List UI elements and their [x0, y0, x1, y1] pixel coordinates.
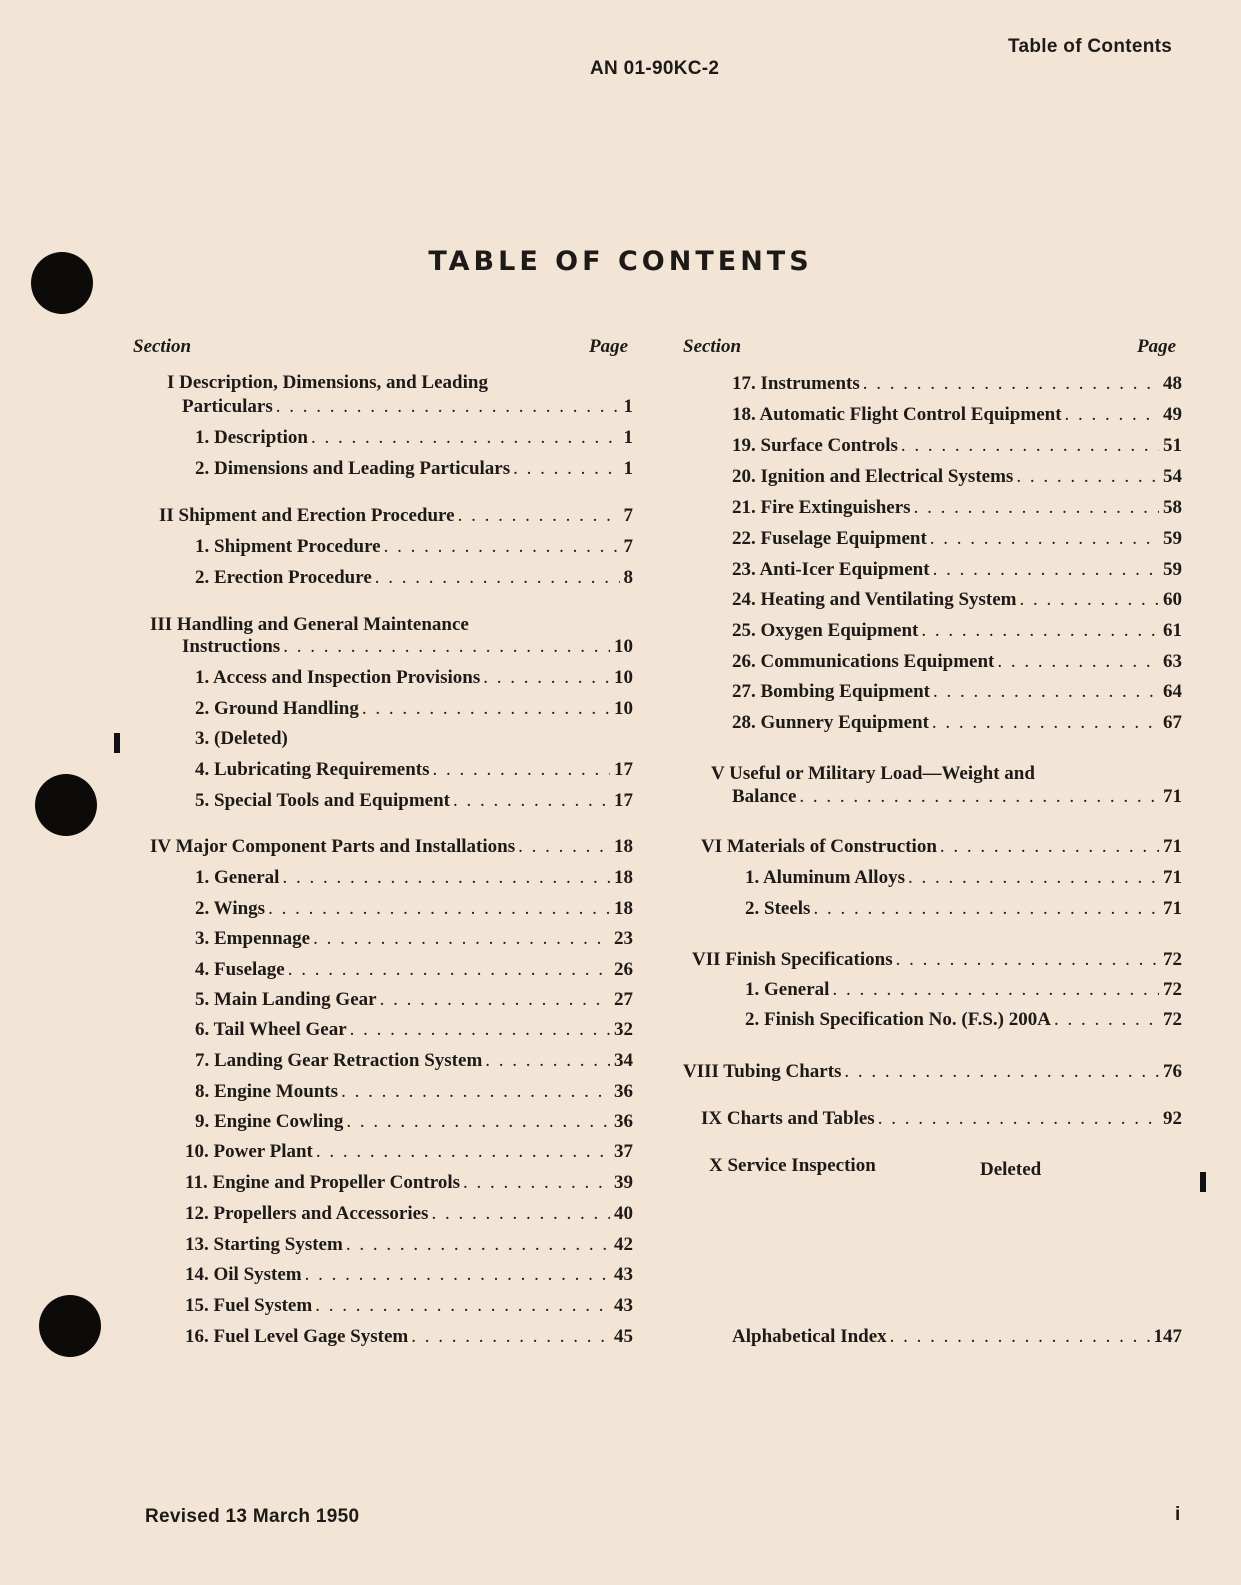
toc-entry: 9. Engine Cowling . . . 36 — [195, 1110, 633, 1134]
binder-hole-bottom — [39, 1295, 101, 1357]
toc-entry: 4. Fuselage . . . 26 — [195, 958, 633, 982]
toc-entry: 4. Lubricating Requirements . . . 17 — [195, 758, 633, 782]
toc-entry: 10. Power Plant . . . 37 — [185, 1140, 633, 1164]
toc-entry: 25. Oxygen Equipment . . . 61 — [732, 619, 1182, 643]
toc-entry: 16. Fuel Level Gage System . . . 45 — [185, 1325, 633, 1349]
toc-entry: 2. Wings . . . 18 — [195, 897, 633, 921]
toc-entry: 2. Finish Specification No. (F.S.) 200A . . . 72 — [745, 1008, 1182, 1032]
left-page-header: Page — [589, 336, 629, 357]
toc-entry: Balance . . . 71 — [732, 785, 1182, 809]
toc-entry: 24. Heating and Ventilating System . . . 60 — [732, 588, 1182, 612]
toc-entry-section: IX Charts and Tables . . . 92 — [701, 1107, 1182, 1131]
toc-section-iii-title: III Handling and General Maintenance — [150, 614, 469, 635]
toc-entry: 5. Special Tools and Equipment . . . 17 — [195, 789, 633, 813]
left-section-header: Section — [133, 336, 192, 357]
toc-entry: 1. General . . . 18 — [195, 866, 633, 890]
toc-entry: 5. Main Landing Gear . . . 27 — [195, 988, 633, 1012]
toc-entry: 22. Fuselage Equipment . . . 59 — [732, 527, 1182, 551]
toc-entry: Instructions . . . 10 — [182, 635, 633, 659]
toc-entry-section: VIII Tubing Charts . . . 76 — [683, 1060, 1182, 1084]
toc-entry-section: VII Finish Specifications . . . 72 — [692, 948, 1182, 972]
toc-entry: 2. Dimensions and Leading Particulars . . . 1 — [195, 457, 633, 481]
revision-bar-right — [1200, 1172, 1206, 1192]
toc-entry: 8. Engine Mounts . . . 36 — [195, 1080, 633, 1104]
toc-entry: 2. Steels . . . 71 — [745, 897, 1182, 921]
toc-entry: 19. Surface Controls . . . 51 — [732, 434, 1182, 458]
toc-entry: 15. Fuel System . . . 43 — [185, 1294, 633, 1318]
toc-entry: 18. Automatic Flight Control Equipment . . . 49 — [732, 403, 1182, 427]
toc-section-i-title: I Description, Dimensions, and Leading — [167, 372, 488, 393]
right-page-header: Page — [1137, 336, 1177, 357]
toc-entry: 1. Aluminum Alloys . . . 71 — [745, 866, 1182, 890]
toc-entry: 3. Empennage . . . 23 — [195, 927, 633, 951]
toc-entry: 2. Erection Procedure . . . 8 — [195, 566, 633, 590]
document-number: AN 01-90KC-2 — [590, 58, 720, 79]
toc-section-x-title: X Service Inspection — [709, 1155, 876, 1176]
toc-entry: 6. Tail Wheel Gear . . . 32 — [195, 1018, 633, 1042]
revision-date: Revised 13 March 1950 — [145, 1506, 360, 1527]
toc-entry-index: Alphabetical Index . . . 147 — [732, 1325, 1182, 1349]
toc-page-number: 1 — [623, 396, 633, 417]
toc-entry-section: VI Materials of Construction . . . 71 — [701, 835, 1182, 859]
right-section-header: Section — [683, 336, 742, 357]
toc-entry: 1. Shipment Procedure . . . 7 — [195, 535, 633, 559]
toc-entry: 13. Starting System . . . 42 — [185, 1233, 633, 1257]
toc-entry: 26. Communications Equipment . . . 63 — [732, 650, 1182, 674]
binder-hole-middle — [35, 774, 97, 836]
toc-entry: 23. Anti-Icer Equipment . . . 59 — [732, 558, 1182, 582]
toc-entry-section: II Shipment and Erection Procedure . . . 7 — [159, 504, 633, 528]
page-number: i — [1175, 1504, 1181, 1525]
revision-bar-left — [114, 733, 120, 753]
toc-entry: 20. Ignition and Electrical Systems . . . 54 — [732, 465, 1182, 489]
toc-entry: 12. Propellers and Accessories . . . 40 — [185, 1202, 633, 1226]
toc-entry: 14. Oil System . . . 43 — [185, 1263, 633, 1287]
toc-entry: 17. Instruments . . . 48 — [732, 372, 1182, 396]
toc-entry: 1. Description . . . 1 — [195, 426, 633, 450]
toc-entry: 2. Ground Handling . . . 10 — [195, 697, 633, 721]
toc-entry: 1. Access and Inspection Provisions . . . 10 — [195, 666, 633, 690]
page-title: TABLE OF CONTENTS — [428, 246, 813, 277]
toc-entry: 1. General . . . 72 — [745, 978, 1182, 1002]
binder-hole-top — [31, 252, 93, 314]
toc-entry: 21. Fire Extinguishers . . . 58 — [732, 496, 1182, 520]
toc-section-x-status: Deleted — [980, 1159, 1042, 1180]
toc-entry: 28. Gunnery Equipment . . . 67 — [732, 711, 1182, 735]
toc-entry: 27. Bombing Equipment . . . 64 — [732, 680, 1182, 704]
toc-entry: 11. Engine and Propeller Controls . . . 39 — [185, 1171, 633, 1195]
toc-entry: 7. Landing Gear Retraction System . . . 34 — [195, 1049, 633, 1073]
toc-section-v-title: V Useful or Military Load—Weight and — [711, 763, 1035, 784]
toc-entry-text: Particulars — [182, 396, 273, 417]
running-header-section: Table of Contents — [1008, 36, 1173, 57]
toc-entry — [182, 395, 633, 419]
toc-entry-deleted: 3. (Deleted) — [195, 728, 288, 749]
toc-entry-section: IV Major Component Parts and Installations . . . 18 — [150, 835, 633, 859]
